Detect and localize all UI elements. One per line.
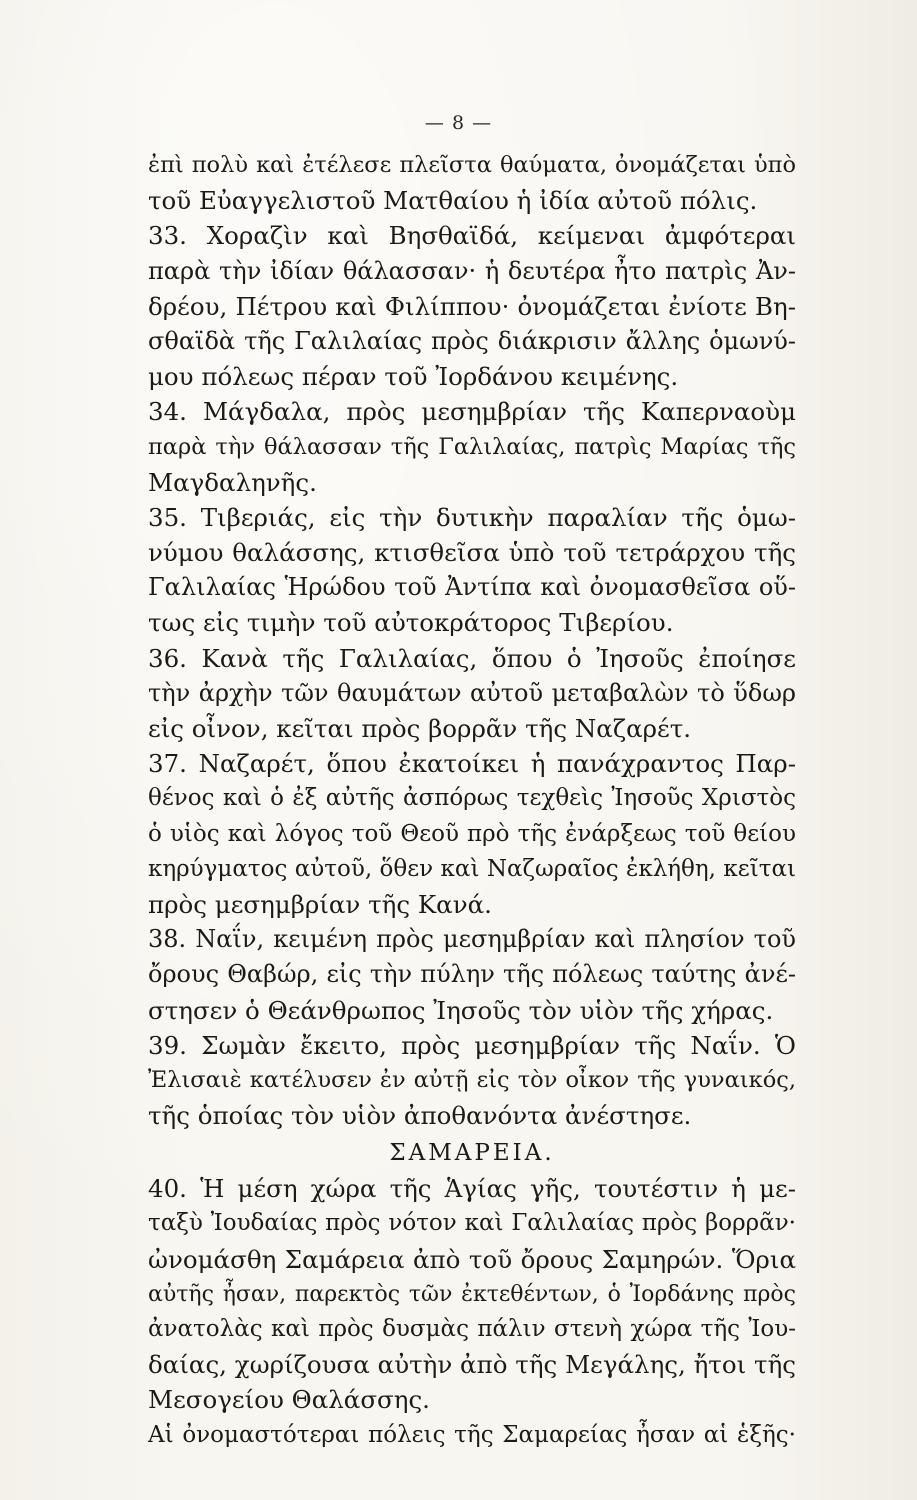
text-line: ταξὺ Ἰουδαίας πρὸς νότον καὶ Γαλιλαίας πρὸς βορρᾶν·: [148, 1210, 796, 1237]
text-line: ὄρους Θαβώρ, εἰς τὴν πύλην τῆς πόλεως ταύτης ἀνέ-: [148, 960, 796, 989]
text-line: 37. Ναζαρέτ, ὅπου ἐκατοίκει ἡ πανάχραντος Παρ-: [148, 749, 796, 779]
text-line: τοῦ Εὐαγγελιστοῦ Ματθαίου ἡ ἰδία αὐτοῦ πόλις.: [148, 186, 758, 216]
text-line: παρὰ τὴν ἰδίαν θάλασσαν· ἡ δευτέρα ἦτο πατρὶς Ἀν-: [148, 256, 796, 285]
text-line: ὁ υἱὸς καὶ λόγος τοῦ Θεοῦ πρὸ τῆς ἐνάρξεως τοῦ θείου: [148, 820, 796, 847]
text-line: πρὸς μεσημβρίαν τῆς Κανά.: [148, 889, 492, 919]
text-line: τως εἰς τιμὴν τοῦ αὐτοκράτορος Τιβερίου.: [148, 608, 674, 638]
text-line: δρέου, Πέτρου καὶ Φιλίππου· ὀνομάζεται ἐνίοτε Βη-: [148, 291, 796, 321]
text-line: 38. Ναΐν, κειμένη πρὸς μεσημβρίαν καὶ πλησίον τοῦ: [148, 925, 796, 954]
text-line: Ἐλισαιὲ κατέλυσεν ἐν αὐτῇ εἰς τὸν οἶκον τῆς γυναικός,: [148, 1066, 796, 1093]
text-line: Μαγδαληνῆς.: [148, 467, 317, 497]
text-line: Γαλιλαίας Ἡρώδου τοῦ Ἀντίπα καὶ ὀνομασθεῖσα οὕ-: [148, 573, 796, 602]
text-line: δαίας, χωρίζουσα αὐτὴν ἀπὸ τῆς Μεγάλης, ἤτοι τῆς: [148, 1350, 796, 1380]
body-text: [148, 148, 796, 1453]
text-line: 40. Ἡ μέση χώρα τῆς Ἁγίας γῆς, τουτέστιν ἡ με-: [148, 1174, 796, 1204]
text-line: θένος καὶ ὁ ἐξ αὐτῆς ἀσπόρως τεχθεὶς Ἰησοῦς Χριστὸς: [148, 785, 796, 812]
text-line: αὐτῆς ἦσαν, παρεκτὸς τῶν ἐκτεθέντων, ὁ Ἰορδάνης πρὸς: [148, 1281, 796, 1307]
text-line: ἀνατολὰς καὶ πρὸς δυσμὰς πάλιν στενὴ χώρα τῆς Ἰου-: [148, 1316, 796, 1342]
text-line: 35. Τιβεριάς, εἰς τὴν δυτικὴν παραλίαν τῆς ὁμω-: [148, 502, 796, 532]
text-line: νύμου θαλάσσης, κτισθεῖσα ὑπὸ τοῦ τετράρχου τῆς: [148, 538, 796, 568]
text-line: σθαϊδὰ τῆς Γαλιλαίας πρὸς διάκρισιν ἄλλης ὁμωνύ-: [148, 326, 796, 355]
text-line: μου πόλεως πέραν τοῦ Ἰορδάνου κειμένης.: [148, 362, 679, 392]
text-line: 39. Σωμὰν ἔκειτο, πρὸς μεσημβρίαν τῆς Ναΐν. Ὁ: [148, 1030, 796, 1060]
text-line: Αἱ ὀνομαστότεραι πόλεις τῆς Σαμαρείας ἦσαν αἱ ἑξῆς·: [148, 1421, 796, 1448]
text-line: στησεν ὁ Θεάνθρωπος Ἰησοῦς τὸν υἱὸν τῆς χήρας.: [148, 995, 774, 1025]
text-line: παρὰ τὴν θάλασσαν τῆς Γαλιλαίας, πατρὶς Μαρίας τῆς: [148, 433, 796, 460]
text-line: 33. Χοραζὶν καὶ Βησθαϊδά, κείμεναι ἀμφότεραι: [148, 221, 796, 251]
text-line: τῆς ὁποίας τὸν υἱὸν ἀποθανόντα ἀνέστησε.: [148, 1101, 692, 1131]
text-line: 34. Μάγδαλα, πρὸς μεσημβρίαν τῆς Καπερναοὺμ: [148, 397, 796, 427]
page-number: — 8 —: [424, 112, 493, 134]
text-line: ὠνομάσθη Σαμάρεια ἀπὸ τοῦ ὄρους Σαμηρών. Ὅρια: [148, 1244, 796, 1274]
text-line: κηρύγματος αὐτοῦ, ὅθεν καὶ Ναζωραῖος ἐκλήθη, κεῖται: [148, 855, 796, 882]
text-line: ἐπὶ πολὺ καὶ ἐτέλεσε πλεῖστα θαύματα, ὀνομάζεται ὑπὸ: [148, 152, 796, 178]
section-heading: ΣΑΜΑΡΕΙΑ.: [389, 1140, 555, 1167]
text-line: 36. Κανὰ τῆς Γαλιλαίας, ὅπου ὁ Ἰησοῦς ἐποίησε: [148, 643, 796, 673]
text-line: τὴν ἀρχὴν τῶν θαυμάτων αὐτοῦ μεταβαλὼν τὸ ὕδωρ: [148, 678, 796, 707]
text-line: Μεσογείου Θαλάσσης.: [148, 1385, 430, 1415]
text-line: εἰς οἶνον, κεῖται πρὸς βορρᾶν τῆς Ναζαρέτ.: [148, 714, 692, 743]
